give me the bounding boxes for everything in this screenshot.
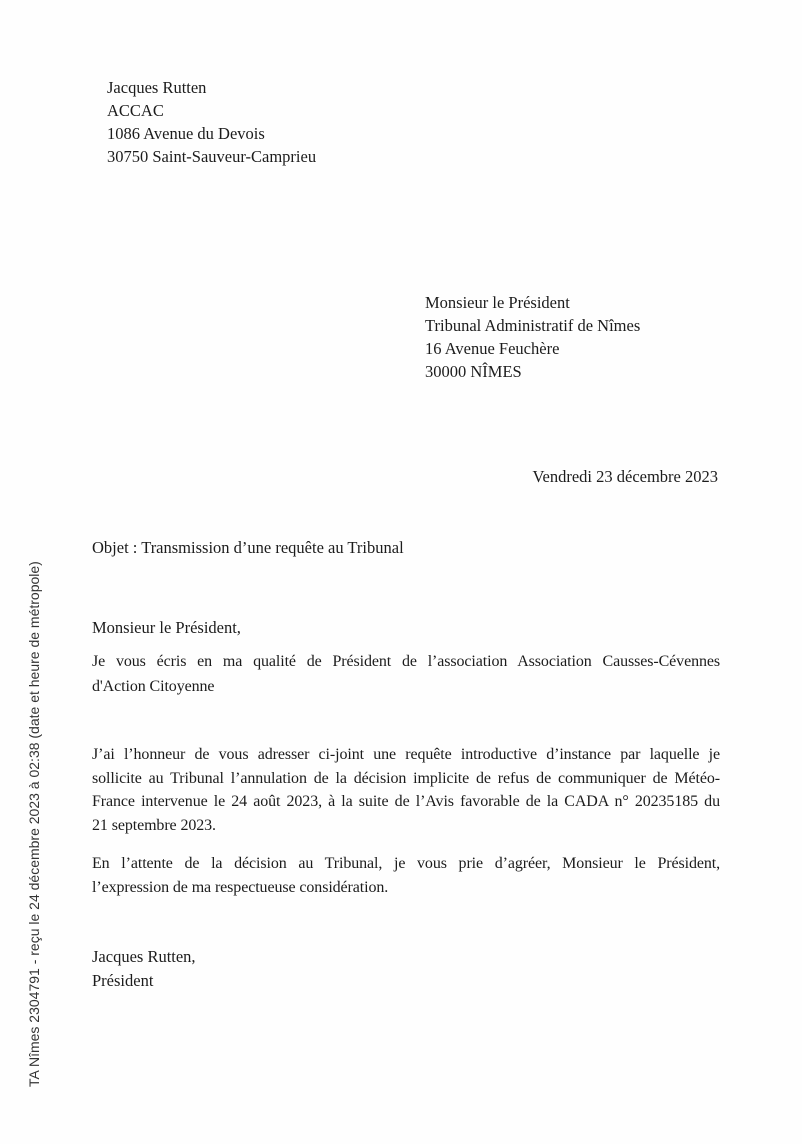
paragraph-intro: [92, 649, 720, 699]
recipient-institution: Tribunal Administratif de Nîmes: [425, 316, 641, 335]
paragraph-closing-line-1: En l’attente de la décision au Tribunal, je vous prie d’agréer, Monsieur le Président,: [92, 855, 720, 872]
sender-name: Jacques Rutten: [107, 78, 207, 97]
paragraph-intro-line-1: Je vous écris en ma qualité de Président de l’association Association Causses-Cévennes: [92, 653, 720, 670]
sender-organization: ACCAC: [107, 101, 164, 120]
sender-address-block: [107, 76, 316, 168]
salutation: Monsieur le Président,: [92, 618, 241, 637]
date-line: Vendredi 23 décembre 2023: [532, 467, 718, 486]
paragraph-request-line-2: sollicite au Tribunal l’annulation de la décision implicite de refus de communiquer de Météo-: [92, 769, 720, 787]
recipient-city: 30000 NÎMES: [425, 362, 522, 381]
subject-line: Objet : Transmission d’une requête au Tribunal: [92, 538, 404, 557]
tribunal-registration-stamp: TA Nîmes 2304791 - reçu le 24 décembre 2023 à 02:38 (date et heure de métropole): [26, 561, 42, 1087]
paragraph-closing: [92, 852, 720, 899]
recipient-title: Monsieur le Président: [425, 293, 570, 312]
paragraph-request-line-4: 21 septembre 2023.: [92, 816, 216, 834]
paragraph-request: [92, 743, 720, 837]
paragraph-closing-line-2: l’expression de ma respectueuse considération.: [92, 878, 389, 896]
signature-role: Président: [92, 971, 154, 990]
paragraph-request-line-3: France intervenue le 24 août 2023, à la suite de l’Avis favorable de la CADA n° 20235185 du: [92, 793, 720, 810]
paragraph-request-line-1: J’ai l’honneur de vous adresser ci-joint une requête introductive d’instance par laquelle je: [92, 746, 720, 763]
sender-street: 1086 Avenue du Devois: [107, 124, 265, 143]
signature-block: [92, 945, 196, 993]
recipient-street: 16 Avenue Feuchère: [425, 339, 560, 358]
sender-city: 30750 Saint-Sauveur-Camprieu: [107, 147, 317, 166]
signature-name: Jacques Rutten,: [92, 947, 196, 966]
paragraph-intro-line-2: d'Action Citoyenne: [92, 678, 215, 695]
recipient-address-block: [425, 291, 640, 383]
